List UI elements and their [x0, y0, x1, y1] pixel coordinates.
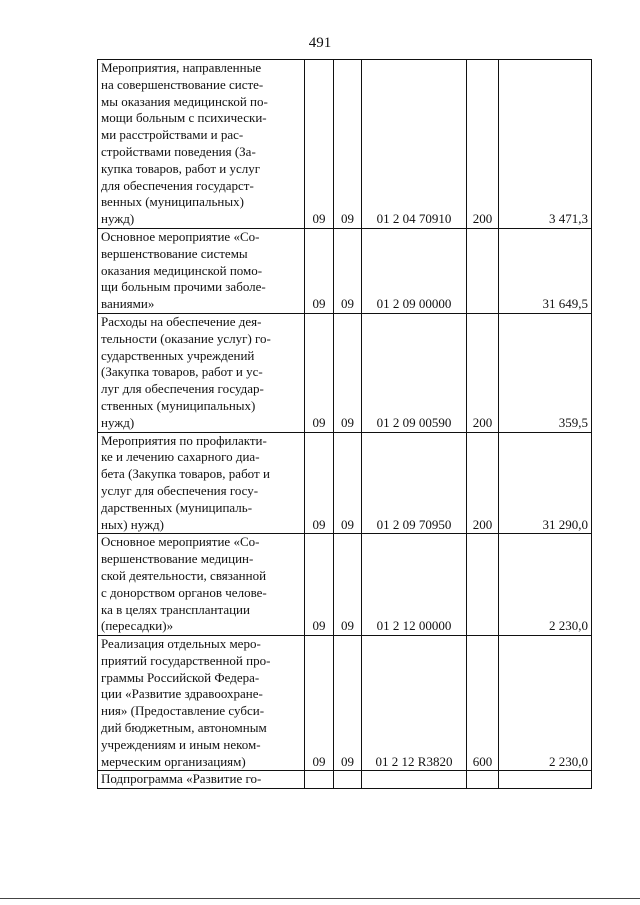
description-line: стройствами поведения (За- — [101, 143, 256, 159]
subsection-cell: 09 — [334, 60, 362, 229]
table-row — [98, 636, 592, 771]
description-line: приятий государственной про- — [101, 652, 271, 668]
description-cell — [98, 313, 305, 432]
section-cell: 09 — [305, 432, 334, 534]
description-cell — [98, 636, 305, 771]
description-line: ка в целях трансплантации — [101, 601, 250, 617]
section-cell: 09 — [305, 313, 334, 432]
description-line: вершенствование системы — [101, 245, 248, 261]
description-line: мощи больным с психически- — [101, 110, 267, 126]
amount-cell: 31 649,5 — [499, 228, 592, 313]
target-code-cell: 01 2 09 70950 — [362, 432, 467, 534]
budget-table — [97, 59, 592, 789]
description-cell — [98, 60, 305, 229]
subsection-cell: 09 — [334, 228, 362, 313]
section-cell: 09 — [305, 228, 334, 313]
description-line: ственных (муниципальных) — [101, 397, 256, 413]
target-code-cell: 01 2 09 00000 — [362, 228, 467, 313]
expense-type-cell — [467, 228, 499, 313]
expense-type-cell: 600 — [467, 636, 499, 771]
description-line: услуг для обеспечения госу- — [101, 482, 259, 498]
subsection-cell: 09 — [334, 313, 362, 432]
section-cell: 09 — [305, 534, 334, 636]
target-code-cell: 01 2 12 00000 — [362, 534, 467, 636]
expense-type-cell — [467, 771, 499, 789]
expense-type-cell: 200 — [467, 313, 499, 432]
amount-cell: 31 290,0 — [499, 432, 592, 534]
description-line: ных) нужд) — [101, 516, 164, 532]
subsection-cell: 09 — [334, 534, 362, 636]
description-line: Мероприятия, направленные — [101, 60, 262, 75]
table-row — [98, 60, 592, 229]
description-line: для обеспечения государст- — [101, 177, 254, 193]
target-code-cell — [362, 771, 467, 789]
table-row — [98, 432, 592, 534]
description-line: граммы Российской Федера- — [101, 669, 260, 685]
description-line: мы оказания медицинской по- — [101, 93, 268, 109]
description-line: Подпрограмма «Развитие го- — [101, 771, 262, 787]
section-cell — [305, 771, 334, 789]
page-number: 491 — [308, 35, 332, 51]
description-cell — [98, 534, 305, 636]
description-cell — [98, 228, 305, 313]
description-line: оказания медицинской помо- — [101, 262, 263, 278]
target-code-cell: 01 2 12 R3820 — [362, 636, 467, 771]
expense-type-cell: 200 — [467, 432, 499, 534]
description-line: ваниями» — [101, 296, 155, 312]
expense-type-cell — [467, 534, 499, 636]
amount-cell — [499, 771, 592, 789]
description-line: Реализация отдельных меро- — [101, 636, 261, 652]
description-line: тельности (оказание услуг) го- — [101, 330, 271, 346]
description-line: дарственных (муниципаль- — [101, 499, 253, 515]
subsection-cell — [334, 771, 362, 789]
description-cell — [98, 432, 305, 534]
description-line: дий бюджетным, автономным — [101, 720, 267, 736]
expense-type-cell: 200 — [467, 60, 499, 229]
description-line: вершенствование медицин- — [101, 551, 254, 567]
description-line: с донорством органов челове- — [101, 584, 267, 600]
table-row — [98, 313, 592, 432]
description-line: (пересадки)» — [101, 618, 174, 634]
description-line: щи больным прочими заболе- — [101, 279, 266, 295]
table-row — [98, 771, 592, 789]
description-line: сударственных учреждений — [101, 347, 255, 363]
description-line: Расходы на обеспечение дея- — [101, 313, 262, 329]
description-line: ции «Развитие здравоохране- — [101, 686, 263, 702]
description-line: нужд) — [101, 414, 135, 430]
table-row — [98, 228, 592, 313]
description-line: бета (Закупка товаров, работ и — [101, 466, 270, 482]
description-line: ния» (Предоставление субси- — [101, 703, 265, 719]
description-line: венных (муниципальных) — [101, 194, 244, 210]
section-cell: 09 — [305, 636, 334, 771]
amount-cell: 2 230,0 — [499, 636, 592, 771]
description-line: купка товаров, работ и услуг — [101, 160, 261, 176]
description-line: (Закупка товаров, работ и ус- — [101, 364, 263, 380]
description-cell — [98, 771, 305, 789]
description-line: учреждениям и иным неком- — [101, 736, 261, 752]
target-code-cell: 01 2 09 00590 — [362, 313, 467, 432]
description-line: ке и лечению сахарного диа- — [101, 449, 260, 465]
amount-cell: 3 471,3 — [499, 60, 592, 229]
description-line: ской деятельности, связанной — [101, 567, 267, 583]
subsection-cell: 09 — [334, 432, 362, 534]
subsection-cell: 09 — [334, 636, 362, 771]
description-line: луг для обеспечения государ- — [101, 381, 264, 397]
description-line: ми расстройствами и рас- — [101, 127, 244, 143]
description-line: на совершенствование систе- — [101, 76, 264, 92]
bottom-rule — [0, 898, 640, 899]
table-row — [98, 534, 592, 636]
amount-cell: 2 230,0 — [499, 534, 592, 636]
description-line: нужд) — [101, 211, 135, 227]
amount-cell: 359,5 — [499, 313, 592, 432]
target-code-cell: 01 2 04 70910 — [362, 60, 467, 229]
description-line: мерческим организациям) — [101, 753, 246, 769]
description-line: Мероприятия по профилакти- — [101, 432, 267, 448]
description-line: Основное мероприятие «Со- — [101, 534, 260, 550]
description-line: Основное мероприятие «Со- — [101, 228, 260, 244]
section-cell: 09 — [305, 60, 334, 229]
